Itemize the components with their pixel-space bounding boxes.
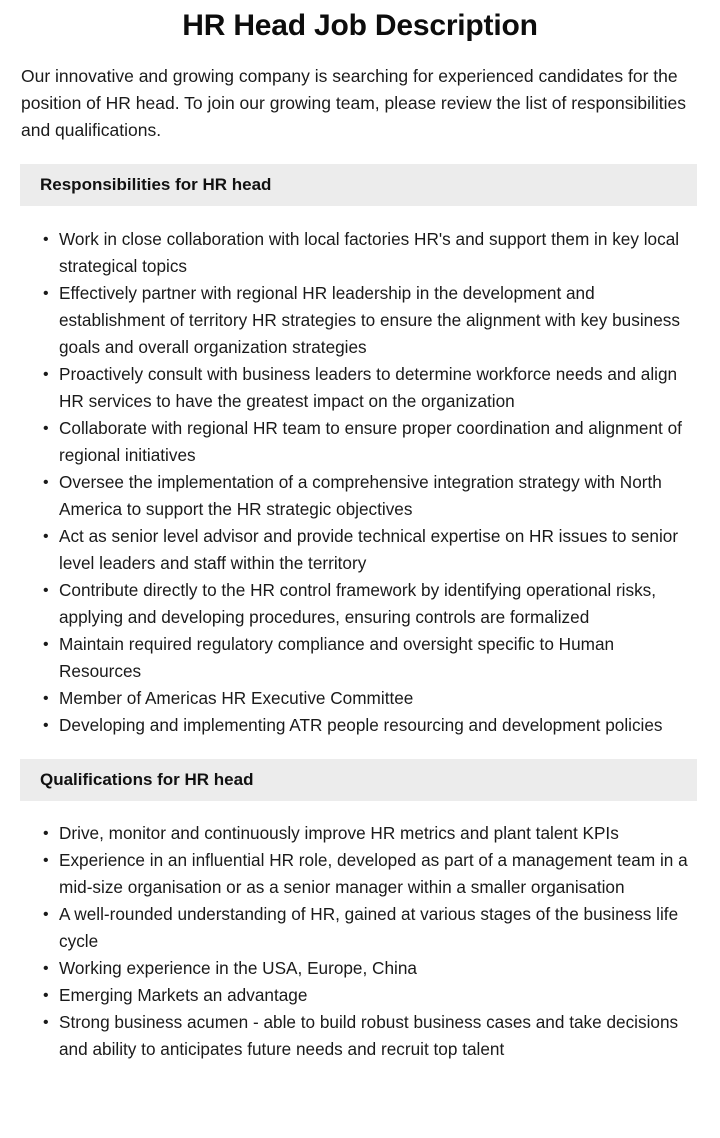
list-item: • Proactively consult with business leaders to determine workforce needs and align HR services to have the greatest impact on the organization: [0, 361, 720, 415]
list-item: • Member of Americas HR Executive Committee: [0, 685, 720, 712]
list-item: • Emerging Markets an advantage: [0, 982, 720, 1009]
list-item: • A well-rounded understanding of HR, gained at various stages of the business life cycle: [0, 901, 720, 955]
list-item: • Oversee the implementation of a comprehensive integration strategy with North America to support the HR strategic objectives: [0, 469, 720, 523]
intro-paragraph: Our innovative and growing company is searching for experienced candidates for the position of HR head. To join our growing team, please review the list of responsibilities and qualifications.: [21, 66, 687, 140]
qualifications-section-heading: Qualifications for HR head: [20, 759, 697, 801]
list-item: • Work in close collaboration with local factories HR's and support them in key local strategical topics: [0, 226, 720, 280]
list-item: • Effectively partner with regional HR leadership in the development and establishment of territory HR strategies to ensure the alignment with key business goals and overall organization strategies: [0, 280, 720, 361]
responsibilities-section-heading: Responsibilities for HR head: [20, 164, 697, 206]
list-item: • Contribute directly to the HR control framework by identifying operational risks, applying and developing procedures, ensuring controls are formalized: [0, 577, 720, 631]
qualifications-list: [0, 801, 720, 1063]
qualifications-section: [0, 759, 720, 1063]
list-item: • Developing and implementing ATR people resourcing and development policies: [0, 712, 720, 739]
list-item: • Experience in an influential HR role, developed as part of a management team in a mid-size organisation or as a senior manager within a smaller organisation: [0, 847, 720, 901]
list-item: • Drive, monitor and continuously improve HR metrics and plant talent KPIs: [0, 820, 720, 847]
list-item: • Act as senior level advisor and provide technical expertise on HR issues to senior level leaders and staff within the territory: [0, 523, 720, 577]
responsibilities-section: [0, 164, 720, 739]
responsibilities-list: [0, 206, 720, 739]
list-item: • Strong business acumen - able to build robust business cases and take decisions and ability to anticipates future needs and recruit top talent: [0, 1009, 720, 1063]
list-item: • Collaborate with regional HR team to ensure proper coordination and alignment of regional initiatives: [0, 415, 720, 469]
list-item: • Working experience in the USA, Europe, China: [0, 955, 720, 982]
list-item: • Maintain required regulatory compliance and oversight specific to Human Resources: [0, 631, 720, 685]
page-title: HR Head Job Description: [182, 9, 538, 42]
